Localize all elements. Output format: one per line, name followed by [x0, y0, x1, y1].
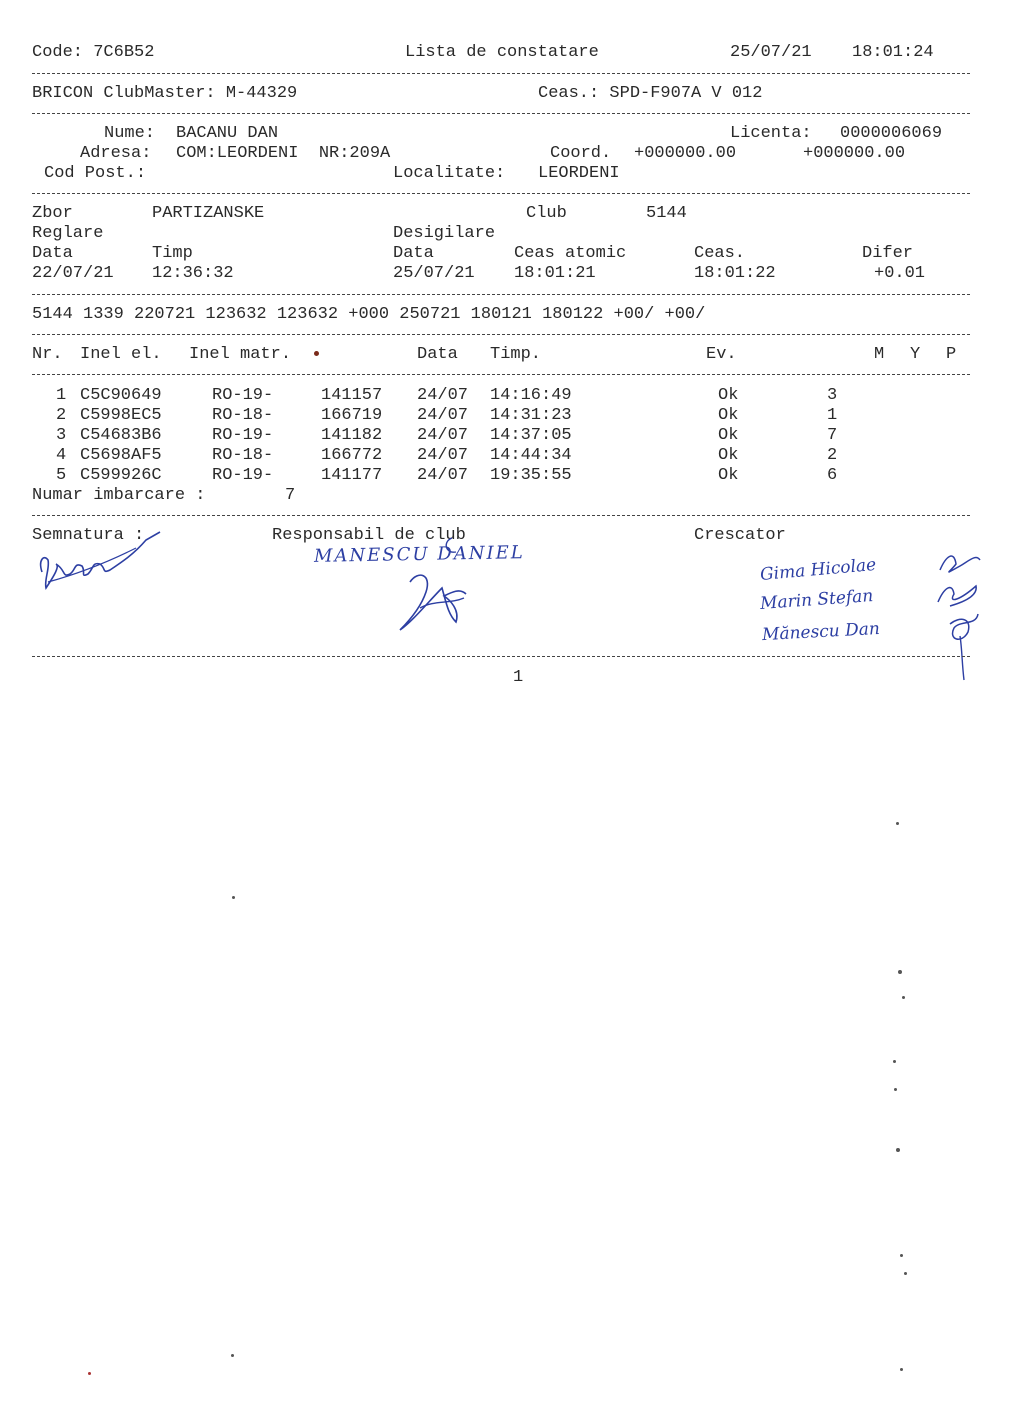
row-m: 3 — [827, 386, 838, 405]
col-timp: Timp. — [490, 345, 542, 364]
owner-name: BACANU DAN — [176, 124, 279, 143]
row-nr: 3 — [56, 426, 67, 445]
divider — [32, 656, 970, 657]
row-m: 7 — [827, 426, 838, 445]
club-responsible-handwritten-name: MANESCU DANIEL — [313, 542, 525, 567]
clock-difference: +0.01 — [874, 264, 926, 283]
scan-speck — [231, 1354, 234, 1357]
club-responsible-signature — [390, 530, 570, 640]
signature-label: Semnatura : — [32, 526, 145, 545]
breeder-label: Crescator — [694, 526, 786, 545]
desigilare-label: Desigilare — [393, 224, 496, 243]
col-m: M — [874, 345, 885, 364]
coord-label: Coord. — [550, 144, 612, 163]
row-time: 14:37:05 — [490, 426, 572, 445]
reglare-date: 22/07/21 — [32, 264, 114, 283]
coord-x: +000000.00 — [634, 144, 737, 163]
row-m: 1 — [827, 406, 838, 425]
club-label: Club — [526, 204, 567, 223]
ink-dot — [314, 351, 319, 356]
col-inel-el: Inel el. — [80, 345, 162, 364]
row-ring-number: 166719 — [321, 406, 383, 425]
club-number: 5144 — [646, 204, 687, 223]
scan-speck — [900, 1368, 903, 1371]
breeder-signatures — [920, 540, 990, 690]
reglare-label: Reglare — [32, 224, 104, 243]
name-label: Nume: — [104, 124, 156, 143]
divider — [32, 515, 970, 516]
scan-speck — [88, 1372, 91, 1375]
col-inel-matr: Inel matr. — [189, 345, 292, 364]
scan-speck — [896, 1148, 900, 1152]
row-date: 24/07 — [417, 386, 469, 405]
row-event: Ok — [718, 406, 739, 425]
row-date: 24/07 — [417, 446, 469, 465]
breeder-name-handwritten: Marin Stefan — [759, 586, 874, 614]
row-time: 19:35:55 — [490, 466, 572, 485]
reglare-time-label: Timp — [152, 244, 193, 263]
scan-speck — [896, 822, 899, 825]
scan-speck — [893, 1060, 896, 1063]
owner-address: COM:LEORDENI NR:209A — [176, 144, 391, 163]
row-time: 14:16:49 — [490, 386, 572, 405]
clubmaster-id: BRICON ClubMaster: M-44329 — [32, 84, 298, 103]
scan-speck — [898, 970, 902, 974]
owner-locality: LEORDENI — [538, 164, 620, 183]
imbarcare-label: Numar imbarcare : — [32, 486, 206, 505]
row-nr: 4 — [56, 446, 67, 465]
row-m: 6 — [827, 466, 838, 485]
row-time: 14:44:34 — [490, 446, 572, 465]
atomic-clock-time: 18:01:21 — [514, 264, 596, 283]
row-nr: 1 — [56, 386, 67, 405]
clock-time: 18:01:22 — [694, 264, 776, 283]
clock-id: Ceas.: SPD-F907A V 012 — [538, 84, 763, 103]
flight-label: Zbor — [32, 204, 73, 223]
difference-label: Difer — [862, 244, 914, 263]
divider — [32, 374, 970, 375]
row-ring-prefix: RO-19- — [212, 386, 274, 405]
row-date: 24/07 — [417, 406, 469, 425]
row-time: 14:31:23 — [490, 406, 572, 425]
row-event: Ok — [718, 426, 739, 445]
row-inel-el: C54683B6 — [80, 426, 162, 445]
col-y: Y — [910, 345, 921, 364]
flight-name: PARTIZANSKE — [152, 204, 265, 223]
coord-y: +000000.00 — [803, 144, 906, 163]
postcode-label: Cod Post.: — [44, 164, 147, 183]
divider — [32, 113, 970, 114]
reglare-time: 12:36:32 — [152, 264, 234, 283]
row-date: 24/07 — [417, 466, 469, 485]
row-event: Ok — [718, 446, 739, 465]
desigilare-date-label: Data — [393, 244, 434, 263]
divider — [32, 73, 970, 74]
divider — [32, 193, 970, 194]
row-date: 24/07 — [417, 426, 469, 445]
row-nr: 5 — [56, 466, 67, 485]
scan-speck — [900, 1254, 903, 1257]
col-nr: Nr. — [32, 345, 63, 364]
row-ring-number: 141157 — [321, 386, 383, 405]
imbarcare-count: 7 — [285, 486, 296, 505]
reglare-date-label: Data — [32, 244, 73, 263]
row-ring-prefix: RO-18- — [212, 406, 274, 425]
row-inel-el: C5C90649 — [80, 386, 162, 405]
scan-speck — [232, 896, 235, 899]
divider — [32, 334, 970, 335]
row-ring-prefix: RO-19- — [212, 426, 274, 445]
row-ring-number: 166772 — [321, 446, 383, 465]
club-responsible-label: Responsabil de club — [272, 526, 466, 545]
licence-label: Licenta: — [730, 124, 812, 143]
scan-speck — [894, 1088, 897, 1091]
print-time: 18:01:24 — [852, 43, 934, 62]
row-nr: 2 — [56, 406, 67, 425]
row-inel-el: C5998EC5 — [80, 406, 162, 425]
row-ring-number: 141177 — [321, 466, 383, 485]
row-ring-prefix: RO-19- — [212, 466, 274, 485]
breeder-name-handwritten: Mănescu Dan — [761, 618, 881, 646]
atomic-clock-label: Ceas atomic — [514, 244, 627, 263]
document-code: Code: 7C6B52 — [32, 43, 155, 62]
summary-code-line: 5144 1339 220721 123632 123632 +000 250721 180121 180122 +00/ +00/ — [32, 305, 706, 324]
row-inel-el: C599926C — [80, 466, 162, 485]
breeder-name-handwritten: Gima Hicolae — [759, 554, 877, 586]
address-label: Adresa: — [80, 144, 152, 163]
col-p: P — [946, 345, 957, 364]
row-ring-number: 141182 — [321, 426, 383, 445]
scan-speck — [902, 996, 905, 999]
row-ring-prefix: RO-18- — [212, 446, 274, 465]
licence-number: 0000006069 — [840, 124, 943, 143]
page-number: 1 — [513, 668, 524, 687]
owner-signature — [30, 520, 170, 600]
col-data: Data — [417, 345, 458, 364]
divider — [32, 294, 970, 295]
row-m: 2 — [827, 446, 838, 465]
row-event: Ok — [718, 386, 739, 405]
print-date: 25/07/21 — [730, 43, 812, 62]
scan-speck — [904, 1272, 907, 1275]
locality-label: Localitate: — [393, 164, 506, 183]
clock-label: Ceas. — [694, 244, 746, 263]
row-inel-el: C5698AF5 — [80, 446, 162, 465]
desigilare-date: 25/07/21 — [393, 264, 475, 283]
document-title: Lista de constatare — [405, 43, 599, 62]
row-event: Ok — [718, 466, 739, 485]
col-ev: Ev. — [706, 345, 737, 364]
